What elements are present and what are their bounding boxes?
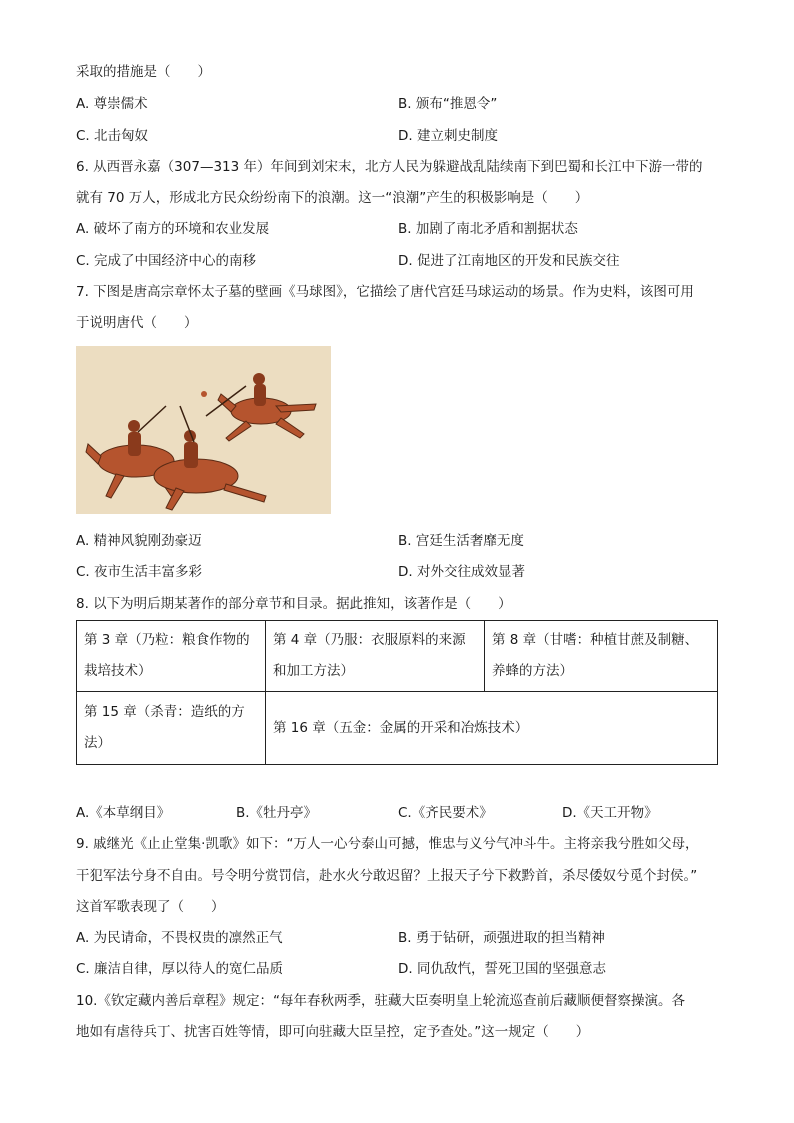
q8-option-a: A.《本草纲目》 bbox=[76, 805, 171, 821]
q7-option-a: A. 精神风貌刚劲豪迈 bbox=[76, 533, 202, 549]
q5-option-d: D. 建立刺史制度 bbox=[398, 128, 498, 144]
q9-option-a: A. 为民请命，不畏权贵的凛然正气 bbox=[76, 930, 283, 946]
q6-option-b: B. 加剧了南北矛盾和割据状态 bbox=[398, 221, 578, 237]
table-row bbox=[77, 621, 718, 692]
chapter-table bbox=[76, 620, 718, 765]
q9-stem-line3: 这首军歌表现了（ ） bbox=[76, 899, 225, 915]
q7-stem-line2: 于说明唐代（ ） bbox=[76, 315, 198, 331]
table-row bbox=[77, 692, 718, 765]
q8-option-d: D.《天工开物》 bbox=[562, 805, 658, 821]
q7-stem-line1: 7. 下图是唐高宗章怀太子墓的壁画《马球图》，它描绘了唐代宫廷马球运动的场景。作为史料，该图可用 bbox=[76, 284, 694, 300]
q5-option-c: C. 北击匈奴 bbox=[76, 128, 149, 144]
table-cell: 第 3 章（乃粒：粮食作物的栽培技术） bbox=[77, 621, 266, 692]
q9-stem-line1: 9. 戚继光《止止堂集·凯歌》如下：“万人一心兮泰山可撼，惟忠与义兮气冲斗牛。主将亲我兮胜如父母， bbox=[76, 836, 699, 852]
q6-option-a: A. 破坏了南方的环境和农业发展 bbox=[76, 221, 270, 237]
q7-option-d: D. 对外交往成效显著 bbox=[398, 564, 525, 580]
q9-option-b: B. 勇于钻研，顽强进取的担当精神 bbox=[398, 930, 605, 946]
q10-stem-line2: 地如有虐待兵丁、扰害百姓等情，即可向驻藏大臣呈控，定予查处。”这一规定（ ） bbox=[76, 1024, 590, 1040]
q8-option-c: C.《齐民要术》 bbox=[398, 805, 493, 821]
table-cell: 第 4 章（乃服：衣服原料的来源和加工方法） bbox=[266, 621, 485, 692]
q6-stem-line1: 6. 从西晋永嘉（307—313 年）年间到刘宋末，北方人民为躲避战乱陆续南下到巴蜀和长江中下游一带的 bbox=[76, 159, 703, 175]
q6-option-d: D. 促进了江南地区的开发和民族交往 bbox=[398, 253, 620, 269]
q6-option-c: C. 完成了中国经济中心的南移 bbox=[76, 253, 257, 269]
q8-option-b: B.《牡丹亭》 bbox=[236, 805, 318, 821]
q5-option-b: B. 颁布“推恩令” bbox=[398, 96, 498, 112]
q10-stem-line1: 10.《钦定藏内善后章程》规定：“每年春秋两季，驻藏大臣奏明皇上轮流巡查前后藏顺便督察操演。各 bbox=[76, 993, 685, 1009]
table-cell: 第 8 章（甘嗜：种植甘蔗及制糖、养蜂的方法） bbox=[485, 621, 718, 692]
q5-option-a: A. 尊崇儒术 bbox=[76, 96, 148, 112]
line-intro: 采取的措施是（ ） bbox=[76, 64, 211, 80]
q9-stem-line2: 干犯军法兮身不自由。号令明兮赏罚信，赴水火兮敢迟留？上报天子兮下救黔首，杀尽倭奴兮觅个封侯。” bbox=[76, 868, 698, 884]
q7-option-c: C. 夜市生活丰富多彩 bbox=[76, 564, 203, 580]
table-cell: 第 15 章（杀青：造纸的方法） bbox=[77, 692, 266, 765]
q7-option-b: B. 宫廷生活奢靡无度 bbox=[398, 533, 524, 549]
table-cell: 第 16 章（五金：金属的开采和冶炼技术） bbox=[266, 692, 718, 765]
q9-option-c: C. 廉洁自律，厚以待人的宽仁品质 bbox=[76, 961, 284, 977]
q9-option-d: D. 同仇敌忾，誓死卫国的坚强意志 bbox=[398, 961, 606, 977]
q8-stem: 8. 以下为明后期某著作的部分章节和目录。据此推知，该著作是（ ） bbox=[76, 596, 512, 612]
q6-stem-line2: 就有 70 万人，形成北方民众纷纷南下的浪潮。这一“浪潮”产生的积极影响是（ ） bbox=[76, 190, 589, 206]
polo-mural-image bbox=[76, 346, 331, 514]
